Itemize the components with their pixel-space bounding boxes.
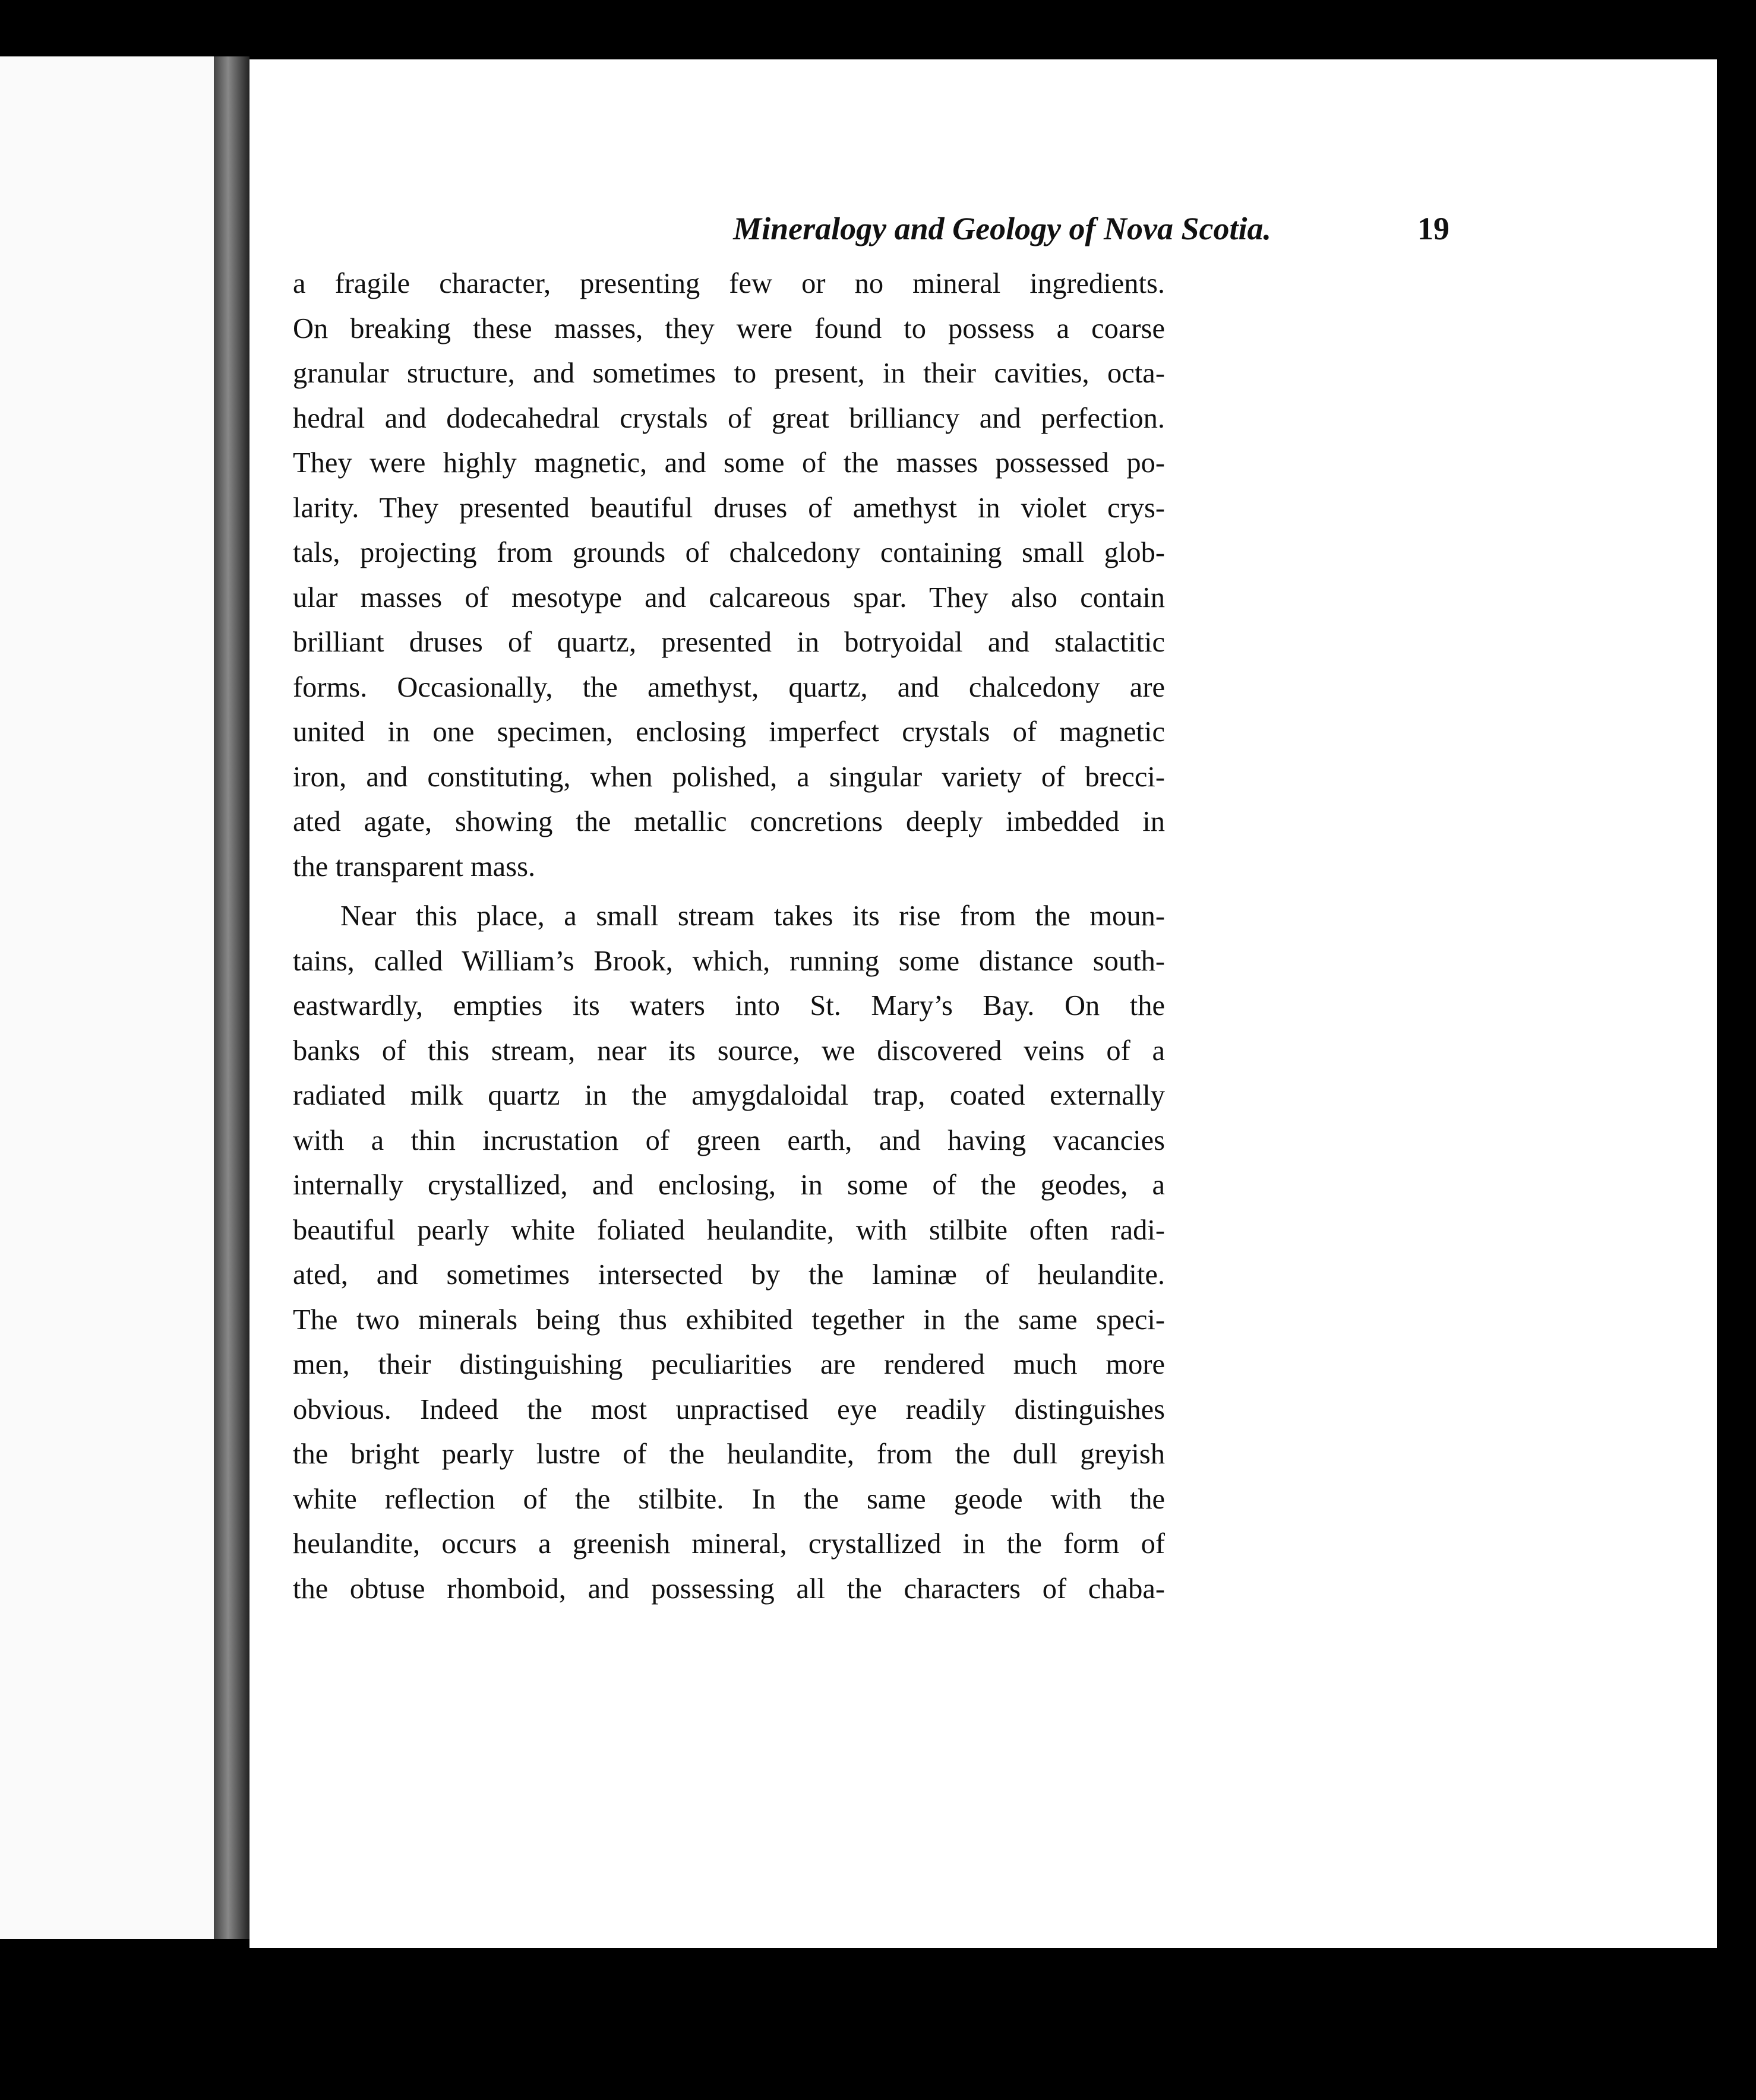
- text-line: tains, called William’s Brook, which, running some distance south-: [293, 945, 1165, 977]
- running-head: [469, 202, 1449, 255]
- page-number: 19: [1417, 211, 1449, 246]
- text-line: internally crystallized, and enclosing, in some of the geodes, a: [293, 1169, 1165, 1201]
- body-text: [293, 261, 1165, 1611]
- text-line: larity. They presented beautiful druses of amethyst in violet crys-: [293, 492, 1165, 524]
- text-line: banks of this stream, near its source, we discovered veins of a: [293, 1035, 1165, 1067]
- text-line: ated, and sometimes intersected by the laminæ of heulandite.: [293, 1259, 1165, 1291]
- text-line: the bright pearly lustre of the heulandite, from the dull greyish: [293, 1438, 1165, 1470]
- text-line: a fragile character, presenting few or no mineral ingredients.: [293, 268, 1165, 299]
- text-line: the obtuse rhomboid, and possessing all the characters of chaba-: [293, 1573, 1165, 1605]
- text-line: white reflection of the stilbite. In the same geode with the: [293, 1483, 1165, 1515]
- text-line: forms. Occasionally, the amethyst, quartz, and chalcedony are: [293, 671, 1165, 703]
- text-line: the transparent mass.: [293, 850, 536, 883]
- text-line: with a thin incrustation of green earth, and having vacancies: [293, 1124, 1165, 1156]
- running-title: Mineralogy and Geology of Nova Scotia.: [733, 211, 1271, 246]
- text-line: iron, and constituting, when polished, a singular variety of brecci-: [293, 761, 1165, 793]
- text-line: eastwardly, empties its waters into St. Mary’s Bay. On the: [293, 990, 1165, 1021]
- text-line: granular structure, and sometimes to present, in their cavities, octa-: [293, 358, 1165, 389]
- text-line: ated agate, showing the metallic concretions deeply imbedded in: [293, 806, 1165, 837]
- text-line: united in one specimen, enclosing imperfect crystals of magnetic: [293, 716, 1165, 748]
- text-line: beautiful pearly white foliated heulandite, with stilbite often radi-: [293, 1214, 1165, 1246]
- text-line: men, their distinguishing peculiarities are rendered much more: [293, 1349, 1165, 1380]
- text-line: brilliant druses of quartz, presented in botryoidal and stalactitic: [293, 627, 1165, 658]
- facing-page-edge: [0, 56, 220, 1939]
- book-gutter-shadow: [214, 56, 249, 1939]
- paragraph-1: [293, 261, 1165, 889]
- text-line: heulandite, occurs a greenish mineral, crystallized in the form of: [293, 1528, 1165, 1560]
- text-line: The two minerals being thus exhibited tegether in the same speci-: [293, 1304, 1165, 1336]
- text-line: ular masses of mesotype and calcareous spar. They also contain: [293, 581, 1165, 613]
- text-line: They were highly magnetic, and some of the masses possessed po-: [293, 447, 1165, 479]
- text-line: Near this place, a small stream takes its rise from the moun-: [340, 900, 1165, 932]
- paragraph-2: [293, 894, 1165, 1611]
- text-line: tals, projecting from grounds of chalcedony containing small glob-: [293, 537, 1165, 568]
- text-line: hedral and dodecahedral crystals of great brilliancy and perfection.: [293, 402, 1165, 434]
- text-line: radiated milk quartz in the amygdaloidal trap, coated externally: [293, 1080, 1165, 1111]
- text-line: On breaking these masses, they were found to possess a coarse: [293, 312, 1165, 344]
- text-line: obvious. Indeed the most unpractised eye readily distinguishes: [293, 1393, 1165, 1425]
